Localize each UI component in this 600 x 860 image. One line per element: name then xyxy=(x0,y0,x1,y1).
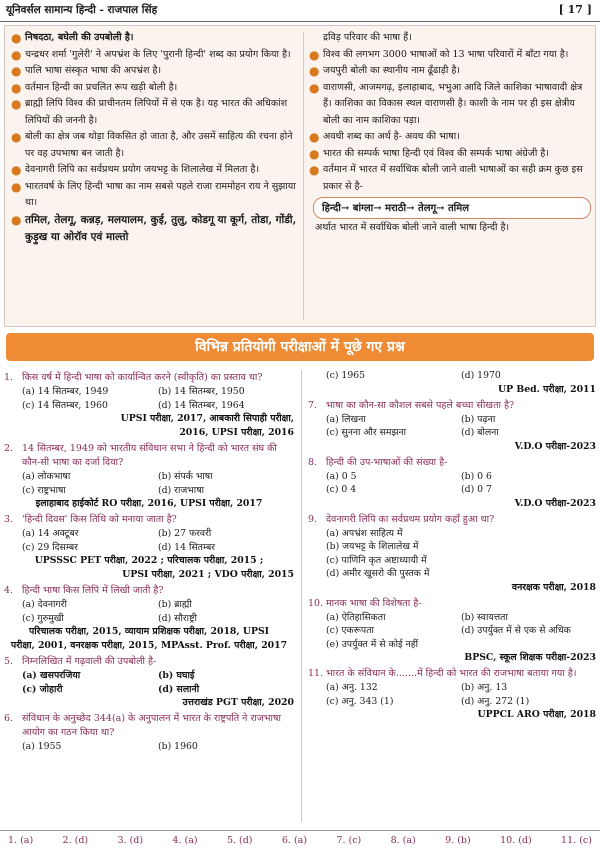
page-number: [ 17 ] xyxy=(558,3,592,16)
option: (b) अनु. 13 xyxy=(461,682,508,693)
exam-source: UPPCL ARO परीक्षा, 2018 xyxy=(477,709,596,720)
question-4: 4. हिन्दी भाषा किस लिपि में लिखी जाती है? xyxy=(4,585,164,596)
option: (c) एकरूपता xyxy=(326,625,374,636)
option: (a) 1955 xyxy=(22,741,62,752)
options-q6-continued xyxy=(308,369,596,383)
option: (b) 27 फरवरी xyxy=(158,528,212,539)
fact-item: ● भारतवर्ष के लिए हिन्दी भाषा का नाम सबसे पहले राजा राममोहन राय ने सुझाया था। xyxy=(11,179,297,212)
question-column-divider xyxy=(301,370,302,822)
option: (d) उपर्युक्त में से एक से अधिक xyxy=(461,625,571,636)
options xyxy=(4,470,294,497)
question-8: 8. हिन्दी की उप-भाषाओं की संख्या है- xyxy=(308,456,448,468)
bullet-icon: ● xyxy=(309,64,320,78)
exam-source: UPSI परीक्षा, 2021 ; VDO परीक्षा, 2015 xyxy=(122,569,294,580)
bullet-icon: ● xyxy=(11,179,22,194)
bullet-icon: ● xyxy=(11,212,22,227)
options xyxy=(308,470,596,497)
option: (d) राजभाषा xyxy=(158,484,204,496)
option: (b) स्वायत्तता xyxy=(461,611,508,623)
book-title: यूनिवर्सल सामान्य हिन्दी - राजपाल सिंह xyxy=(6,4,158,16)
fact-item: ● वर्तमान हिन्दी का प्रचलित रूप खड़ी बोली है। xyxy=(11,80,178,95)
option: (d) सौराष्ट्री xyxy=(158,612,197,624)
answer-item: 3. (d) xyxy=(117,835,144,846)
option: (b) जयभट्ट के शिलालेख में xyxy=(326,541,419,552)
answer-item: 4. (a) xyxy=(172,835,198,846)
option: (d) 1970 xyxy=(461,370,501,381)
exam-source: BPSC, स्कूल शिक्षक परीक्षा-2023 xyxy=(464,652,596,663)
question-1: 1. किस वर्ष में हिन्दी भाषा को कार्यान्वित करने (स्वीकृति) का प्रस्ताव था? xyxy=(4,372,263,383)
fact-item: ● देवनागरी लिपि का सर्वप्रथम प्रयोग जयभट्ट के शिलालेख में मिलता है। xyxy=(11,163,260,177)
bullet-icon: ● xyxy=(11,130,22,144)
option: (c) गुरुमुखी xyxy=(22,612,64,624)
fact-item: ● चन्द्रधर शर्मा 'गुलेरी' ने अपभ्रंश के लिए 'पुरानी हिन्दी' शब्द का प्रयोग किया है। xyxy=(11,47,291,62)
answer-item: 10. (d) xyxy=(500,835,532,846)
options xyxy=(4,598,294,625)
answer-item: 1. (a) xyxy=(8,835,34,846)
exam-source: UP Bed. परीक्षा, 2011 xyxy=(498,383,596,395)
exam-source: परीक्षा, 2001, वनरक्षक परीक्षा, 2015, MPAsst. Prof. परीक्षा, 2017 xyxy=(10,640,288,651)
fact-item-dravidian: ● तमिल, तेलगू, कन्नड़, मलयालम, कुई, तुलु, कोडगू या कूर्ग, तोडा, गोंडी, कुड़ुख या ओरॉव एवं माल्तो xyxy=(11,212,297,246)
bullet-icon: ● xyxy=(11,163,22,177)
option: (c) राष्ट्रभाषा xyxy=(22,484,66,496)
exam-source: परिचालक परीक्षा, 2015, व्यायाम प्रशिक्षक परीक्षा, 2018, UPSI xyxy=(28,626,270,637)
question-3: 3. 'हिन्दी दिवस' किस तिथि को मनाया जाता है? xyxy=(4,514,177,525)
question-2: 2. 14 सितम्बर, 1949 को भारतीय संविधान सभा ने हिन्दी को भारत संघ की कौन-सी भाषा का दर्जा दिया? xyxy=(4,443,277,468)
option: (b) घघाई xyxy=(158,670,195,681)
fact-item: ● विश्व की लगभग 3000 भाषाओं को 13 भाषा परिवारों में बाँटा गया है। xyxy=(309,47,569,62)
option: (d) बोलना xyxy=(461,427,499,438)
option: (b) 14 सितम्बर, 1950 xyxy=(158,386,245,397)
bullet-icon: ● xyxy=(309,146,320,161)
option: (a) लिखना xyxy=(326,413,366,425)
questions-left-column xyxy=(4,369,294,754)
option: (d) अनु. 272 (1) xyxy=(461,695,530,707)
option: (c) जोहारी xyxy=(22,683,63,695)
questions-right-column xyxy=(308,369,596,722)
exam-source: V.D.O परीक्षा-2023 xyxy=(514,440,596,452)
fact-item: ● वाराणसी, आजमगढ़, इलाहाबाद, भभुआ आदि जिले काशिका भाषावादी क्षेत्र हैं। काशिका का विकास स्थल वाराणसी है। काशी के नाम पर ही इस क्षेत्रीय बोली का नाम काशिका पड़ा। xyxy=(309,80,591,130)
option: (d) 0 7 xyxy=(461,484,492,495)
answer-item: 8. (a) xyxy=(390,835,416,846)
language-order-flow: हिन्दी→ बांग्ला→ मराठी→ तेलगू→ तमिल xyxy=(313,197,591,219)
question-9: 9. देवनागरी लिपि का सर्वप्रथम प्रयोग कहाँ हुआ था? xyxy=(308,513,495,525)
fact-item: ● अवधी शब्द का अर्थ है- अवध की भाषा। xyxy=(309,130,460,144)
question-5: 5. निम्नलिखित में गढ़वाली की उपबोली है- xyxy=(4,656,157,667)
option: (c) अनु. 343 (1) xyxy=(326,695,394,707)
option: (a) 14 सितम्बर, 1949 xyxy=(22,386,109,397)
option: (a) ऐतिहासिकता xyxy=(326,611,386,623)
facts-left-column xyxy=(11,30,297,246)
answer-item: 9. (b) xyxy=(445,835,471,846)
exam-source: इलाहाबाद हाईकोर्ट RO परीक्षा, 2016, UPSI परीक्षा, 2017 xyxy=(35,498,263,509)
fact-item: ● बोली का क्षेत्र जब थोड़ा विकसित हो जाता है, और उसमें साहित्य की रचना होने पर वह उपभाषा बन जाती है। xyxy=(11,129,297,162)
bullet-icon: ● xyxy=(309,47,320,62)
option: (c) 1965 xyxy=(326,370,366,381)
bullet-icon: ● xyxy=(309,163,320,177)
option: (a) अनु. 132 xyxy=(326,682,378,693)
option: (c) 14 सितम्बर, 1960 xyxy=(22,399,108,411)
bullet-icon: ● xyxy=(11,31,22,45)
answer-item: 5. (d) xyxy=(226,835,253,846)
bullet-icon: ● xyxy=(11,64,22,78)
section-banner: विभिन्न प्रतियोगी परीक्षाओं में पूछे गए प्रश्न xyxy=(6,333,594,361)
facts-right-column xyxy=(309,30,591,237)
option: (b) पढ़ना xyxy=(461,413,496,425)
option: (a) 14 अक्टूबर xyxy=(22,528,79,539)
options xyxy=(4,669,294,696)
fact-item: ● भारत की सम्पर्क भाषा हिन्दी एवं विश्व की सम्पर्क भाषा अंग्रेजी है। xyxy=(309,146,549,161)
bullet-icon: ● xyxy=(11,80,22,95)
exam-source: UPSSSC PET परीक्षा, 2022 ; परिचालक परीक्षा, 2015 ; xyxy=(34,555,264,566)
options xyxy=(4,740,294,754)
option: (a) लोकभाषा xyxy=(22,471,71,482)
option: (b) ब्राह्मी xyxy=(158,599,192,610)
options xyxy=(308,413,596,440)
options xyxy=(308,611,596,638)
bullet-icon: ● xyxy=(309,130,320,144)
question-6: 6. संविधान के अनुच्छेद 344(a) के अनुपालन में भारत के राष्ट्रपति ने राजभाषा आयोग का गठन किया था? xyxy=(4,713,281,738)
option: (c) सुनना और समझना xyxy=(326,427,407,438)
answer-item: 7. (c) xyxy=(336,835,362,846)
answer-key xyxy=(0,830,600,850)
option: (b) 0 6 xyxy=(461,470,492,482)
question-11: 11. भारत के संविधान के.......में हिन्दी को भारत की राजभाषा बताया गया है। xyxy=(308,668,577,679)
fact-item: ● जयपुरी बोली का स्थानीय नाम ढूँढाड़ी है। xyxy=(309,64,461,78)
option: (a) 0 5 xyxy=(326,470,357,482)
option: (d) 14 सितम्बर, 1964 xyxy=(158,399,245,411)
option: (b) 1960 xyxy=(158,741,198,752)
option: (c) पाणिनि कृत अष्टाध्यायी में xyxy=(326,554,427,566)
option: (e) उपर्युक्त में से कोई नहीं xyxy=(326,638,419,650)
option: (a) अपभ्रंश साहित्य में xyxy=(326,527,403,539)
page-header xyxy=(0,0,600,22)
option: (a) खसपरजिया xyxy=(22,670,81,681)
exam-source: V.D.O परीक्षा-2023 xyxy=(514,497,596,509)
option: (a) देवनागरी xyxy=(22,599,67,610)
fact-continuation: द्रविड़ परिवार की भाषा हैं। xyxy=(323,32,412,43)
exam-source: वनरक्षक परीक्षा, 2018 xyxy=(511,581,596,593)
answer-item: 2. (d) xyxy=(62,835,89,846)
fact-item: ● निषदठा, बघेली की उपबोली है। xyxy=(11,31,134,45)
question-7: 7. भाषा का कौन-सा कौशल सबसे पहले बच्चा सीखता है? xyxy=(308,399,515,411)
option: (c) 0 4 xyxy=(326,484,357,495)
bullet-icon: ● xyxy=(11,47,22,62)
option: (d) सलानी xyxy=(158,683,200,695)
option: (c) 29 दिसम्बर xyxy=(22,541,78,553)
question-10: 10. मानक भाषा की विशेषता है- xyxy=(308,597,422,609)
fact-item: ● ब्राह्मी लिपि विश्व की प्राचीनतम लिपियों में से एक है। यह भारत की अधिकांश लिपियों की जननी है। xyxy=(11,96,297,129)
options xyxy=(4,385,294,412)
exam-source: UPSI परीक्षा, 2017, आबकारी सिपाही परीक्षा, xyxy=(120,413,294,424)
flow-note: अर्थात भारत में सर्वाधिक बोली जाने वाली भाषा हिन्दी है। xyxy=(315,222,510,233)
option: (d) अमीर खुसरो की पुस्तक में xyxy=(326,568,430,579)
answer-item: 6. (a) xyxy=(281,835,308,846)
fact-item: ● पालि भाषा संस्कृत भाषा की अपभ्रंश है। xyxy=(11,64,162,78)
answer-item: 11. (c) xyxy=(561,835,592,846)
column-divider xyxy=(303,32,304,320)
fact-item: ● वर्तमान में भारत में सर्वाधिक बोली जाने वाली भाषाओं का सही क्रम कुछ इस प्रकार से है- xyxy=(309,162,591,195)
options xyxy=(4,527,294,554)
exam-source: 2016, UPSI परीक्षा, 2016 xyxy=(179,427,294,438)
bullet-icon: ● xyxy=(309,80,320,95)
facts-box xyxy=(4,25,596,327)
exam-source: उत्तराखंड PGT परीक्षा, 2020 xyxy=(182,697,294,708)
option: (d) 14 सितम्बर xyxy=(158,541,216,553)
options xyxy=(308,681,596,708)
option: (b) संपर्क भाषा xyxy=(158,471,213,482)
bullet-icon: ● xyxy=(11,97,22,111)
